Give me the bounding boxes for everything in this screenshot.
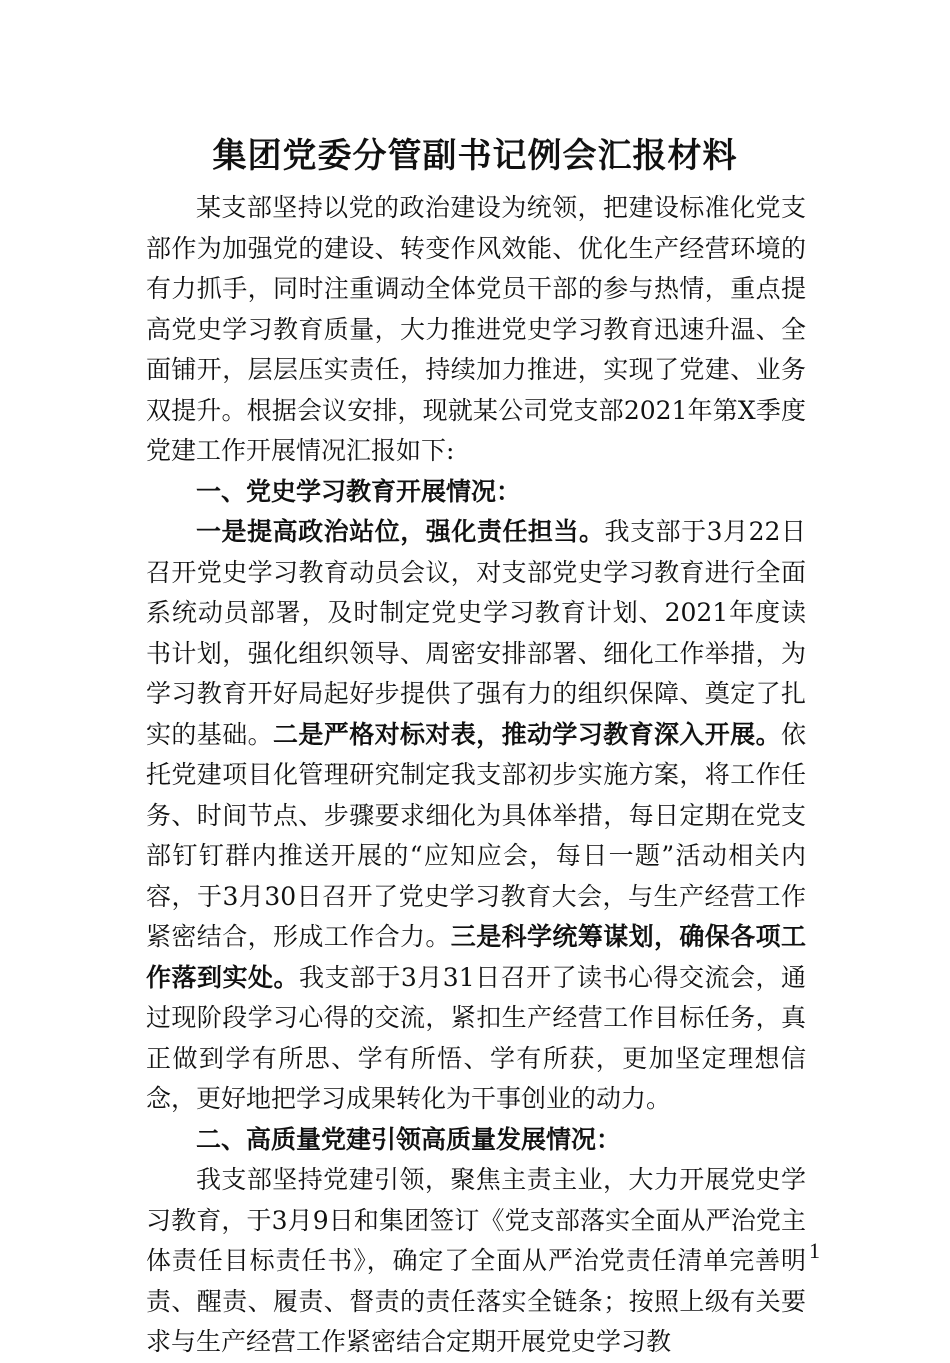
point-3-lead: 三是科学统筹谋划，确保各项工作落到实处。: [146, 922, 806, 992]
point-3-text: 我支部于3月31日召开了读书心得交流会，通过现阶段学习心得的交流，紧扣生产经营工作目标任务，真正做到学有所思、学有所悟、学有所获，更加坚定理想信念，更好地把学习成果转化为干事创业的动力。: [146, 962, 806, 1113]
document-title: 集团党委分管副书记例会汇报材料: [212, 136, 738, 176]
point-1-text: 我支部于3月22日召开党史学习教育动员会议，对支部党史学习教育进行全面系统动员部署，及时制定党史学习教育计划、2021年度读书计划，强化组织领导、周密安排部署、细化工作举措，为学习教育开好局起好步提供了强有力的组织保障、奠定了扎实的基础。: [146, 517, 806, 749]
intro-paragraph: 某支部坚持以党的政治建设为统领，把建设标准化党支部作为加强党的建设、转变作风效能、优化生产经营环境的有力抓手，同时注重调动全体党员干部的参与热情，重点提高党史学习教育质量，大力推进党史学习教育迅速升温、全面铺开，层层压实责任，持续加力推进，实现了党建、业务双提升。根据会议安排，现就某公司党支部2021年第X季度党建工作开展情况汇报如下:: [146, 193, 806, 465]
point-2-text: 依托党建项目化管理研究制定我支部初步实施方案，将工作任务、时间节点、步骤要求细化为具体举措，每日定期在党支部钉钉群内推送开展的“应知应会，每日一题”活动相关内容，于3月30日召开了党史学习教育大会，与生产经营工作紧密结合，形成工作合力。: [146, 719, 806, 951]
section-1-paragraph: [146, 512, 806, 1120]
document-body: [146, 188, 806, 1363]
section-2-heading: 二、高质量党建引领高质量发展情况：: [196, 1124, 622, 1154]
point-1-lead: 一是提高政治站位，强化责任担当。: [196, 517, 605, 546]
page-number: 1: [809, 1238, 820, 1263]
point-2-lead: 二是严格对标对表，推动学习教育深入开展。: [273, 719, 781, 749]
section-2-paragraph: 我支部坚持党建引领，聚焦主责主业，大力开展党史学习教育，于3月9日和集团签订《党支部落实全面从严治党主体责任目标责任书》，确定了全面从严治党责任清单完善明责、醒责、履责、督责的责任落实全链条；按照上级有关要求与生产经营工作紧密结合定期开展党史学习教: [146, 1165, 806, 1356]
section-1-heading: 一、党史学习教育开展情况：: [196, 476, 522, 506]
